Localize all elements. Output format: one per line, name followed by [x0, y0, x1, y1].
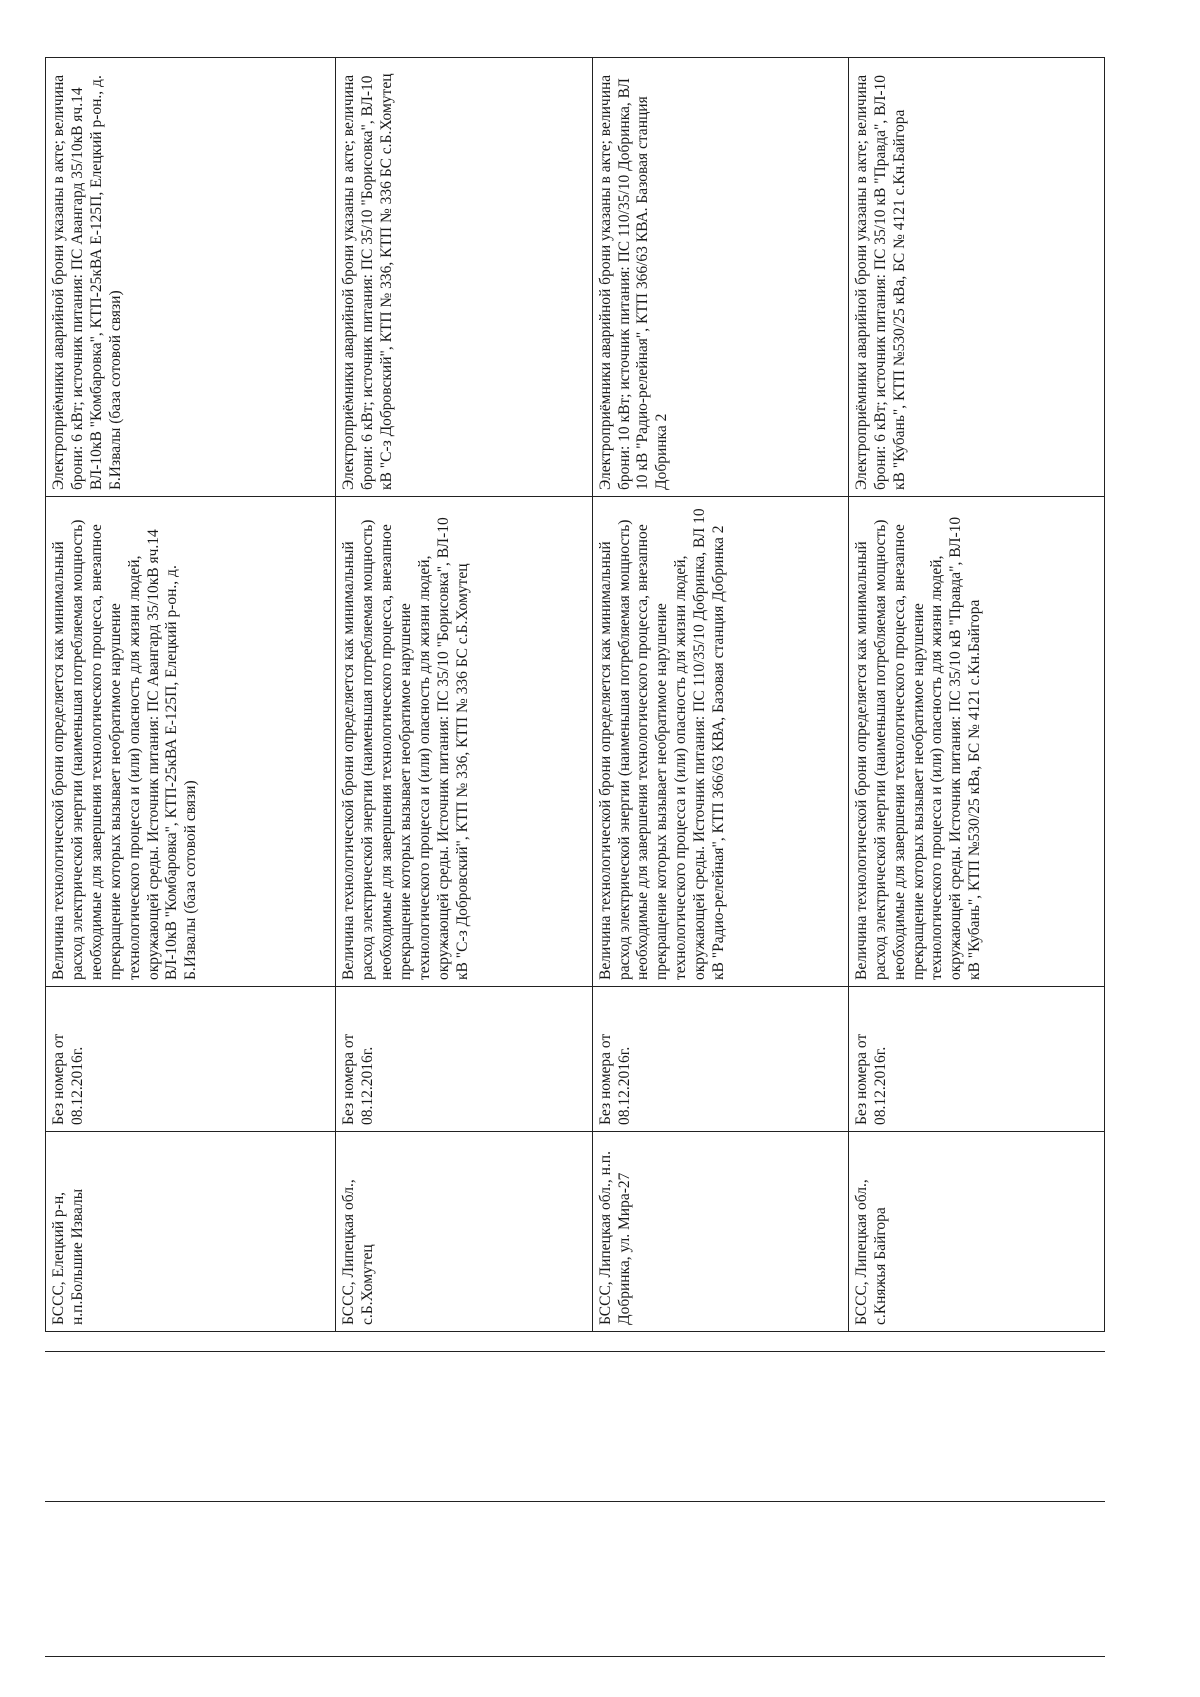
- act-text: Без номера от 08.12.2016г.: [340, 1033, 377, 1125]
- act-cell: [848, 987, 1104, 1132]
- tech-reserve-cell: [848, 497, 1104, 987]
- object-cell: [848, 1132, 1104, 1332]
- act-text: Без номера от 08.12.2016г.: [852, 1033, 889, 1125]
- tech-reserve-text: Величина технологической брони определяется как минимальный расход электрической энергии (наименьшая потребляемая мощность) необходимые для завершения технологического процесса, внезапное прекращение которых вызывает необратимое нарушение технологического процесса и (или) опасность для жизни людей, окружающей среды. Источник питания: ПС 110/35/10 Добринка, ВЛ 10 кВ "Радио-релейная", КТП 366/63 КВА, Базовая станция Добринка 2: [596, 508, 728, 980]
- emergency-reserve-text: Электроприёмники аварийной брони указаны в акте; величина брони: 6 кВт; источник питания: ПС 35/10 кВ "Правда", ВЛ-10 кВ "Кубань", КТП №530/25 кВа, БС № 4121 с.Кн.Байгора: [852, 74, 908, 490]
- tech-reserve-cell: [336, 497, 592, 987]
- object-text: БССС, Липецкая обл., с.Княжья Байгора: [852, 1179, 889, 1325]
- emergency-reserve-text: Электроприёмники аварийной брони указаны в акте; величина брони: 10 кВт; источник питания: ПС 110/35/10 Добринка, ВЛ 10 кВ "Радио-релейная", КТП 366/63 КВА. Базовая станция Добринка 2: [596, 74, 671, 490]
- ruled-line: [45, 1501, 1105, 1502]
- emergency-reserve-text: Электроприёмники аварийной брони указаны в акте; величина брони: 6 кВт; источник питания: ПС 35/10 "Борисовка", ВЛ-10 кВ "С-з Добровский", КТП № 336, КТП № 336 БС с.Б.Хомутец: [340, 73, 396, 490]
- table-row: [848, 58, 1104, 1332]
- tech-reserve-text: Величина технологической брони определяется как минимальный расход электрической энергии (наименьшая потребляемая мощность) необходимые для завершения технологического процесса, внезапное прекращение которых вызывает необратимое нарушение технологического процесса и (или) опасность для жизни людей, окружающей среды. Источник питания: ПС 35/10 "Борисовка", ВЛ-10 кВ "С-з Добровский", КТП № 336, КТП № 336 БС с.Б.Хомутец: [340, 517, 471, 980]
- act-text: Без номера от 08.12.2016г.: [50, 1033, 86, 1125]
- ruled-line: [45, 1656, 1105, 1657]
- reserve-table: [45, 57, 1105, 1332]
- emergency-reserve-cell: [848, 58, 1104, 497]
- object-text: БССС, Липецкая обл., с.Б.Хомутец: [340, 1179, 377, 1325]
- table-row: [46, 58, 336, 1332]
- object-cell: [336, 1132, 592, 1332]
- emergency-reserve-cell: [336, 58, 592, 497]
- emergency-reserve-cell: [592, 58, 848, 497]
- act-cell: [592, 987, 848, 1132]
- table-row: [592, 58, 848, 1332]
- tech-reserve-text: Величина технологической брони определяется как минимальный расход электрической энергии (наименьшая потребляемая мощность) необходимые для завершения технологического процесса, внезапное прекращение которых вызывает необратимое нарушение технологического процесса и (или) опасность для жизни людей, окружающей среды. Источник питания: ПС 35/10 кВ "Правда", ВЛ-10 кВ "Кубань", КТП №530/25 кВа, БС № 4121 с.Кн.Байгора: [852, 516, 984, 980]
- act-cell: [46, 987, 336, 1132]
- emergency-reserve-cell: [46, 58, 336, 497]
- tech-reserve-cell: [592, 497, 848, 987]
- object-cell: [46, 1132, 336, 1332]
- tech-reserve-text: Величина технологической брони определяется как минимальный расход электрической энергии (наименьшая потребляемая мощность) необходимые для завершения технологического процесса, внезапное прекращение которых вызывает необратимое нарушение технологического процесса и (или) опасность для жизни людей, окружающей среды. Источник питания: ПС Авангард 35/10кВ яч.14 ВЛ-10кВ "Комбаровка", КТП-25кВА Е-125П, Елецкий р-он., д. Б.Извалы (база сотовой связи): [50, 519, 200, 980]
- object-text: БССС, Липецкая обл., н.п. Добринка, ул. Мира-27: [596, 1151, 633, 1325]
- ruled-line: [45, 1351, 1105, 1352]
- table-row: [336, 58, 592, 1332]
- act-text: Без номера от 08.12.2016г.: [596, 1033, 633, 1125]
- act-cell: [336, 987, 592, 1132]
- object-cell: [592, 1132, 848, 1332]
- object-text: БССС, Елецкий р-н, н.п.Большие Извалы: [50, 1188, 86, 1325]
- tech-reserve-cell: [46, 497, 336, 987]
- emergency-reserve-text: Электроприёмники аварийной брони указаны в акте; величина брони: 6 кВт; источник питания: ПС Авангард 35/10кВ яч.14 ВЛ-10кВ "Комбаровка", КТП-25кВА Е-125П, Елецкий р-он., д. Б.Извалы (база сотовой связи): [50, 74, 124, 490]
